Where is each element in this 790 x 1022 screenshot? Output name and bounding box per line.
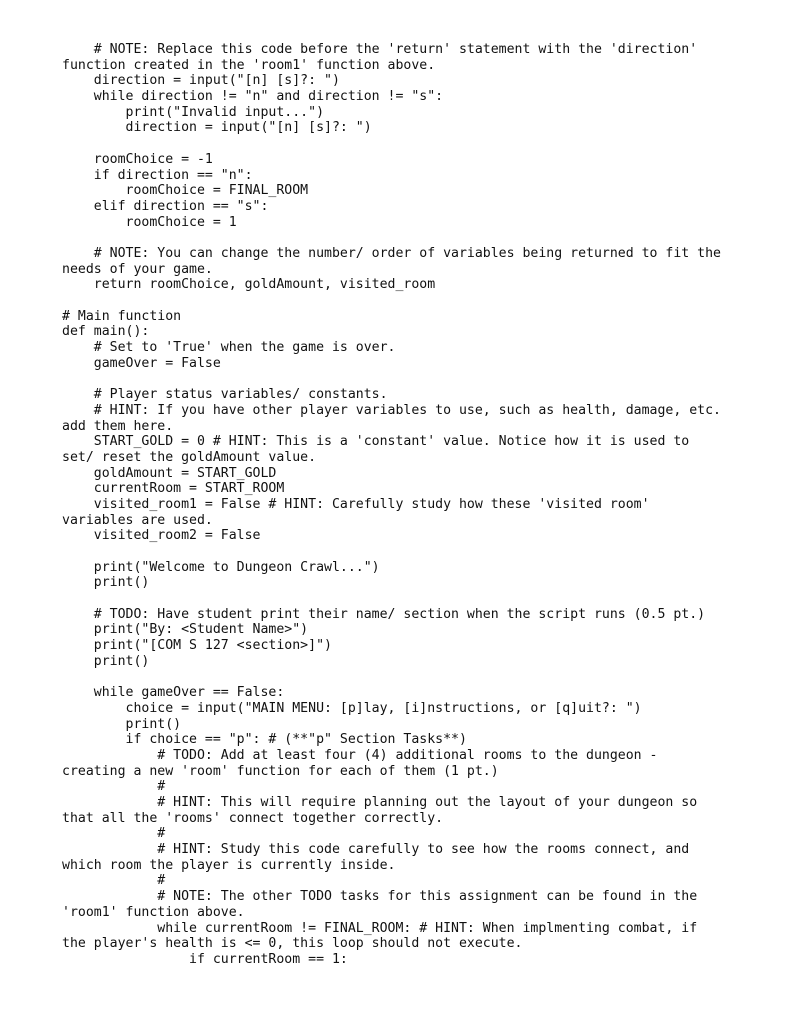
code-line: the player's health is <= 0, this loop should not execute. [62, 936, 523, 952]
code-line: START_GOLD = 0 # HINT: This is a 'constant' value. Notice how it is used to [62, 434, 690, 450]
code-line: roomChoice = FINAL_ROOM [62, 183, 309, 199]
code-line: while currentRoom != FINAL_ROOM: # HINT: When implmenting combat, if [62, 920, 698, 936]
code-line: goldAmount = START_GOLD [62, 465, 277, 481]
code-line [62, 230, 772, 246]
code-line: # HINT: This will require planning out the layout of your dungeon so [62, 795, 698, 810]
code-line: print("[COM S 127 <section>]") [62, 638, 332, 654]
code-line [62, 670, 772, 686]
code-line: currentRoom = START_ROOM [62, 481, 285, 497]
code-line: visited_room2 = False [62, 528, 261, 544]
code-line: if currentRoom == 1: [62, 951, 348, 967]
code-line [62, 591, 772, 607]
code-line: print() [62, 653, 150, 669]
code-line: # HINT: Study this code carefully to see how the rooms connect, and [62, 842, 690, 858]
code-line: # Set to 'True' when the game is over. [62, 340, 396, 356]
code-line: roomChoice = 1 [62, 214, 237, 230]
code-line: if direction == "n": [62, 167, 253, 183]
code-line: creating a new 'room' function for each of them (1 pt.) [62, 763, 499, 779]
code-line: print() [62, 575, 150, 591]
code-line [62, 136, 772, 152]
code-line [62, 371, 772, 387]
code-line: 'room1' function above. [62, 904, 245, 920]
code-line: direction = input("[n] [s]?: ") [62, 120, 372, 136]
code-line: # NOTE: The other TODO tasks for this assignment can be found in the [62, 889, 698, 905]
code-line: # TODO: Add at least four (4) additional rooms to the dungeon - [62, 747, 658, 763]
code-line: # [62, 779, 166, 795]
code-line: which room the player is currently inside. [62, 857, 396, 873]
code-line: # NOTE: You can change the number/ order of variables being returned to fit the [62, 245, 721, 261]
code-line: needs of your game. [62, 261, 213, 277]
code-line [62, 293, 772, 309]
code-line: return roomChoice, goldAmount, visited_room [62, 277, 436, 293]
code-line: # HINT: If you have other player variables to use, such as health, damage, etc. [62, 402, 721, 418]
code-line: variables are used. [62, 512, 213, 528]
code-line: print("Welcome to Dungeon Crawl...") [62, 559, 380, 575]
code-line: print() [62, 716, 182, 732]
code-document [62, 42, 772, 968]
code-line: # Main function [62, 308, 182, 324]
code-line: # [62, 873, 166, 889]
code-line [62, 544, 772, 560]
code-line: # [62, 826, 166, 842]
code-line: add them here. [62, 418, 174, 434]
code-line: print("Invalid input...") [62, 104, 325, 120]
code-line: gameOver = False [62, 355, 221, 371]
code-line: that all the 'rooms' connect together correctly. [62, 810, 444, 826]
code-line: set/ reset the goldAmount value. [62, 449, 317, 465]
code-line: roomChoice = -1 [62, 151, 213, 167]
code-line: elif direction == "s": [62, 198, 269, 214]
code-line: function created in the 'room1' function above. [62, 57, 436, 73]
code-line: if choice == "p": # (**"p" Section Tasks**) [62, 732, 467, 748]
code-line: choice = input("MAIN MENU: [p]lay, [i]nstructions, or [q]uit?: ") [62, 700, 642, 716]
code-line: while direction != "n" and direction != "s": [62, 89, 444, 105]
code-line: # NOTE: Replace this code before the 'return' statement with the 'direction' [62, 42, 698, 57]
code-line: visited_room1 = False # HINT: Carefully study how these 'visited room' [62, 496, 650, 512]
code-line: direction = input("[n] [s]?: ") [62, 73, 340, 89]
code-line: while gameOver == False: [62, 685, 285, 701]
code-line: print("By: <Student Name>") [62, 622, 309, 638]
code-line: # Player status variables/ constants. [62, 387, 388, 403]
code-line: # TODO: Have student print their name/ section when the script runs (0.5 pt.) [62, 606, 706, 622]
code-line: def main(): [62, 324, 150, 340]
